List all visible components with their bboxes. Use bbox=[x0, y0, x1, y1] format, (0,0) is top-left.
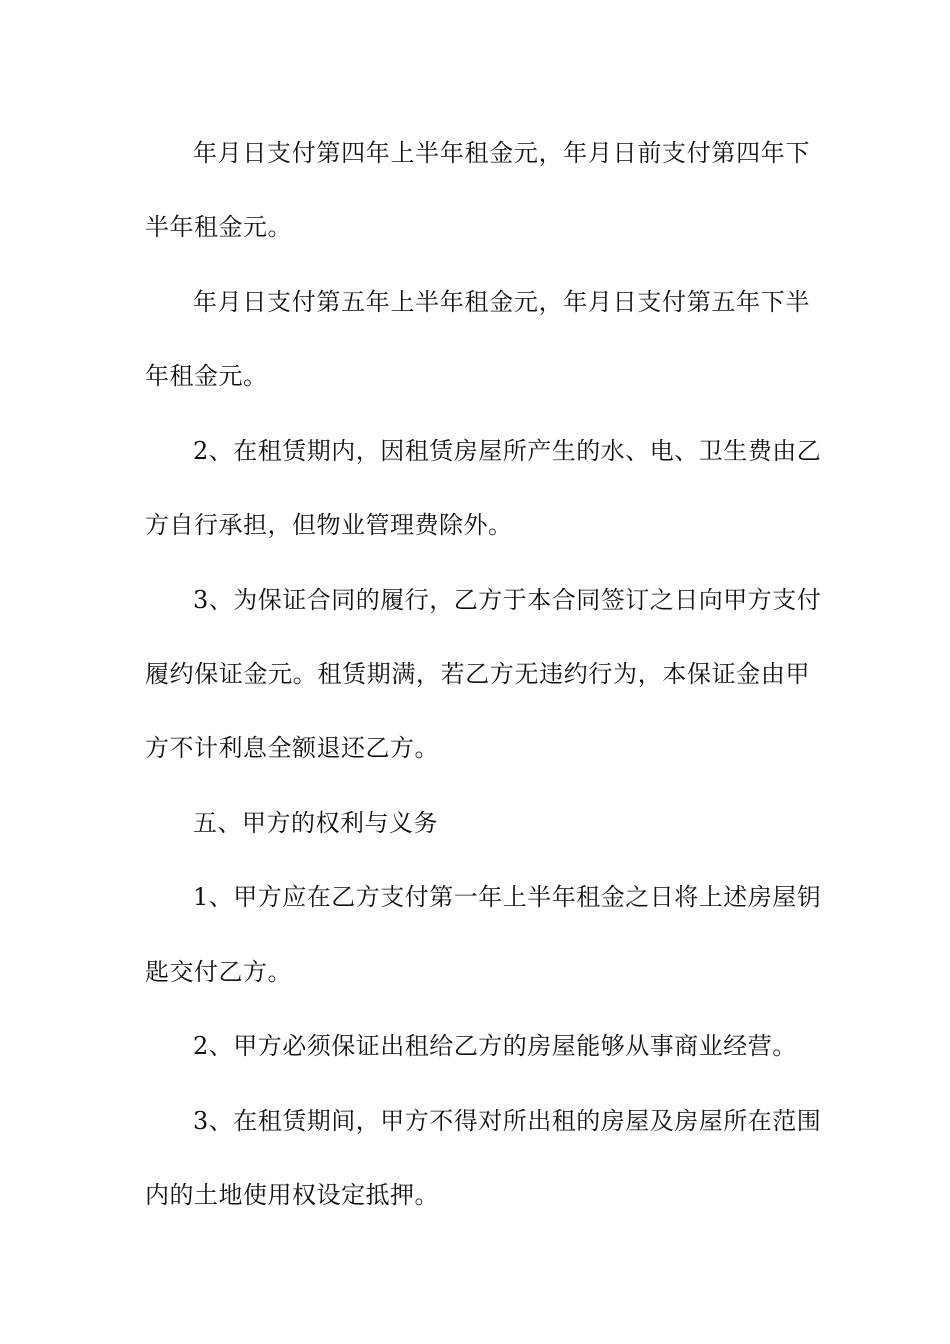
paragraph-line: 年租金元。 bbox=[145, 362, 268, 390]
paragraph-line: 年月日支付第四年上半年租金元，年月日前支付第四年下 bbox=[193, 139, 810, 167]
paragraph-line: 方自行承担，但物业管理费除外。 bbox=[145, 511, 513, 539]
paragraph-line: 2、在租赁期内，因租赁房屋所产生的水、电、卫生费由乙 bbox=[193, 437, 822, 465]
paragraph-line: 内的土地使用权设定抵押。 bbox=[145, 1181, 439, 1209]
section-heading: 五、甲方的权利与义务 bbox=[193, 809, 438, 837]
paragraph-line: 半年租金元。 bbox=[145, 213, 292, 241]
paragraph-line: 3、在租赁期间，甲方不得对所出租的房屋及房屋所在范围 bbox=[193, 1107, 822, 1135]
paragraph-line: 方不计利息全额退还乙方。 bbox=[145, 734, 439, 762]
paragraph-line: 履约保证金元。租赁期满，若乙方无违约行为，本保证金由甲 bbox=[145, 660, 810, 688]
paragraph-line: 3、为保证合同的履行，乙方于本合同签订之日向甲方支付 bbox=[193, 586, 822, 614]
paragraph-line: 2、甲方必须保证出租给乙方的房屋能够从事商业经营。 bbox=[193, 1032, 797, 1060]
paragraph-line: 1、甲方应在乙方支付第一年上半年租金之日将上述房屋钥 bbox=[193, 883, 822, 911]
paragraph-line: 匙交付乙方。 bbox=[145, 958, 292, 986]
paragraph-line: 年月日支付第五年上半年租金元，年月日支付第五年下半 bbox=[193, 288, 810, 316]
